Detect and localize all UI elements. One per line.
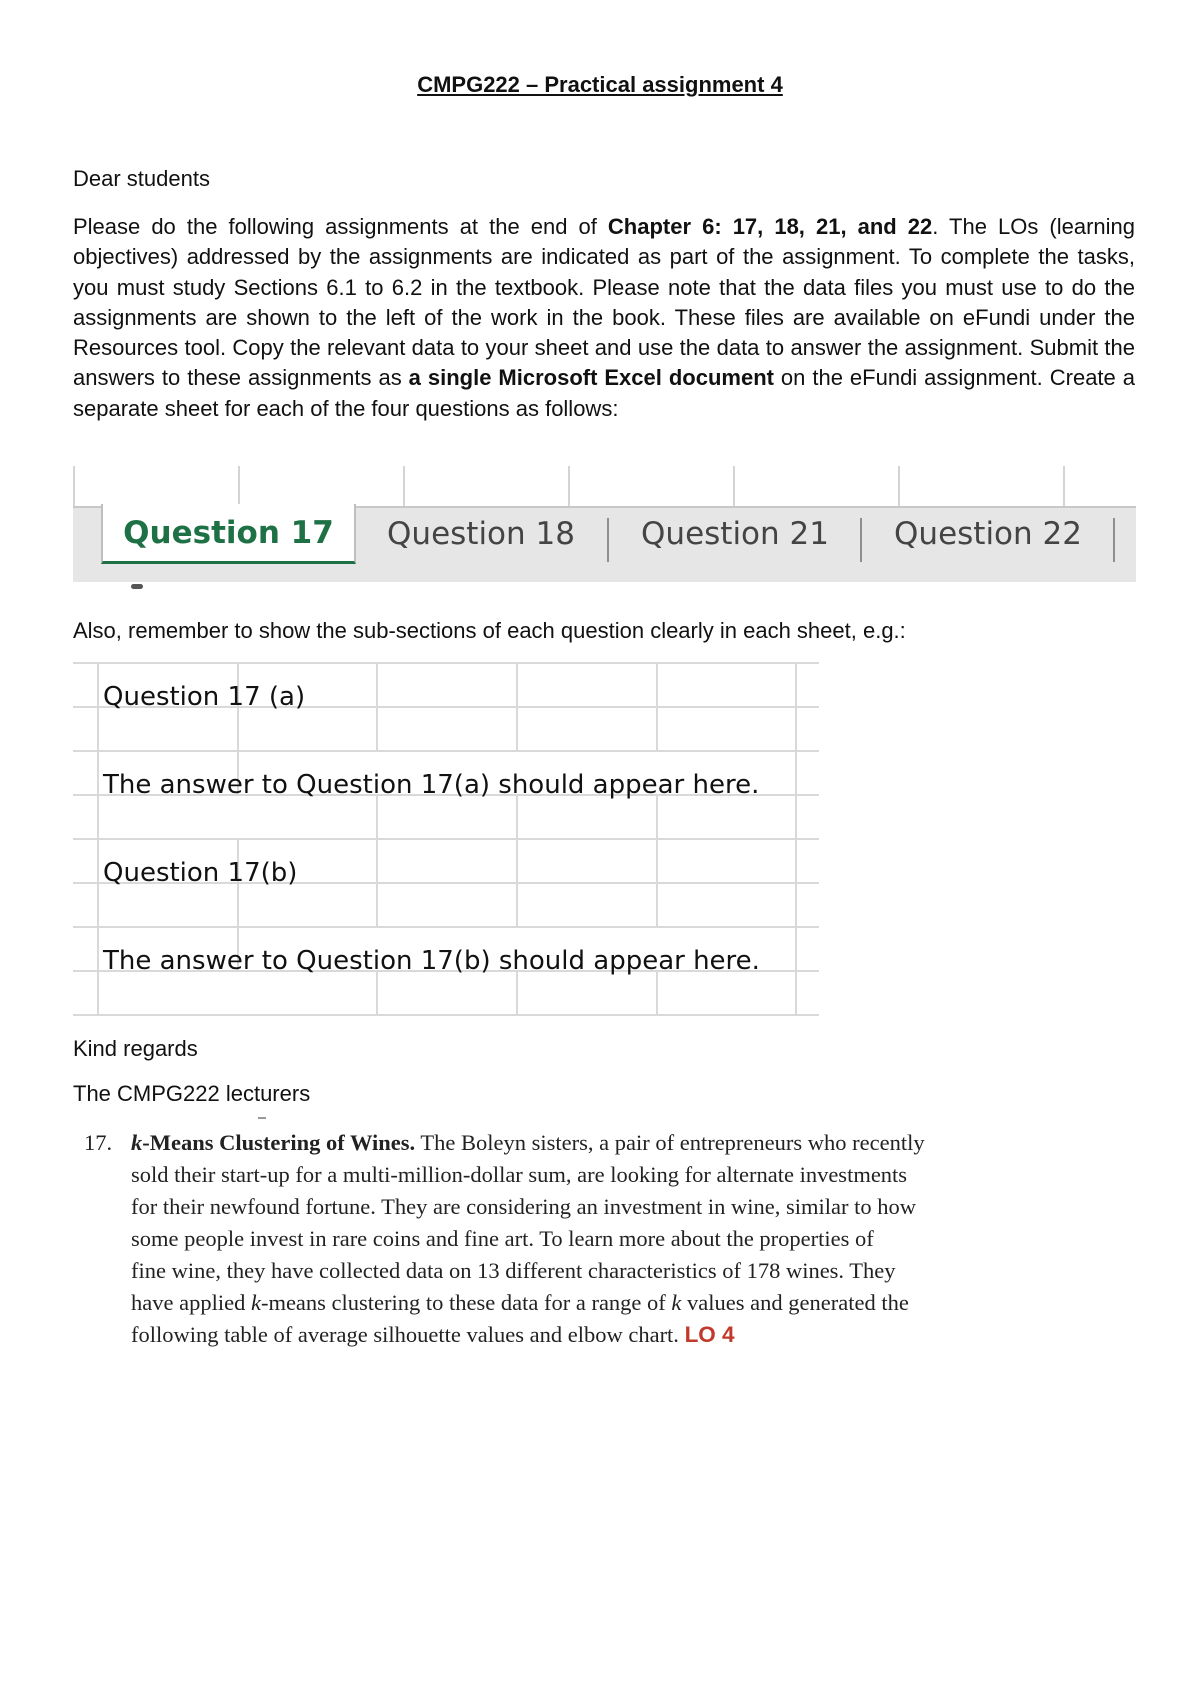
question-line-6-part: have applied xyxy=(131,1290,251,1315)
grid-line xyxy=(238,466,240,506)
k-symbol: k xyxy=(250,1290,261,1315)
grid-row xyxy=(73,466,1136,506)
column-line xyxy=(376,970,378,1016)
k-symbol: k xyxy=(671,1290,682,1315)
question-line-7-text: following table of average silhouette values and elbow chart. xyxy=(131,1322,685,1347)
question-line-6-part: values and generated the xyxy=(681,1290,909,1315)
chapter-reference: Chapter 6: 17, 18, 21, and 22 xyxy=(607,214,933,239)
submission-format: a single Microsoft Excel document xyxy=(408,365,774,391)
grid-line xyxy=(73,466,75,506)
grid-line xyxy=(403,466,405,506)
question-line-7 xyxy=(131,1319,1051,1351)
excel-grid-example xyxy=(73,662,819,1016)
cell-question-17b[interactable]: Question 17(b) xyxy=(103,858,298,888)
tab-separator xyxy=(1113,518,1115,562)
learning-objective-badge: LO 4 xyxy=(684,1322,735,1347)
question-line-5: fine wine, they have collected data on 13 different characteristics of 178 wines. They xyxy=(131,1258,896,1283)
question-body xyxy=(131,1127,1051,1351)
column-line xyxy=(516,662,518,750)
row-line xyxy=(73,750,819,752)
instructions-text-2: . The LOs (learning objectives) addressed by the assignments are indicated as part of the assignment. To complete the tasks, you must study Sections 6.1 to 6.2 in the textbook. Please note that the data files you must use to do the assignments are shown to the left of the work in the book. These files are available on eFundi under the Resources tool. Copy the relevant data to your sheet and use the data to answer the assignment. Submit the answers to these assignments as xyxy=(73,214,1135,391)
tab-question-21[interactable]: Question 21 xyxy=(641,516,829,552)
grid-line xyxy=(568,466,570,506)
grid-line xyxy=(733,466,735,506)
instructions-text-3: on the eFundi assignment. Create a separate sheet for each of the four questions as follows: xyxy=(73,365,1135,421)
row-line xyxy=(73,1014,819,1016)
tab-question-22[interactable]: Question 22 xyxy=(894,516,1082,552)
instructions-text-1: Please do the following assignments at the end of xyxy=(73,214,608,239)
page-title: CMPG222 – Practical assignment 4 xyxy=(417,72,783,97)
cell-question-17a[interactable]: Question 17 (a) xyxy=(103,682,306,712)
column-line xyxy=(376,794,378,926)
excel-sheet-tabs xyxy=(73,466,1136,594)
question-line-3: for their newfound fortune. They are considering an investment in wine, similar to how xyxy=(131,1194,917,1219)
cell-answer-17b[interactable]: The answer to Question 17(b) should appear here. xyxy=(103,946,760,976)
tab-question-18[interactable]: Question 18 xyxy=(387,516,575,552)
row-line xyxy=(73,838,819,840)
column-line xyxy=(795,662,797,1016)
row-line xyxy=(73,662,819,664)
question-lead xyxy=(131,1130,415,1155)
row-line xyxy=(73,926,819,928)
column-line xyxy=(237,1014,239,1016)
reminder-text: Also, remember to show the sub-sections of each question clearly in each sheet, e.g.: xyxy=(73,618,906,643)
scroll-marker xyxy=(131,584,143,589)
question-number: 17. xyxy=(84,1130,113,1155)
tab-question-17[interactable]: Question 17 xyxy=(101,504,356,564)
column-line xyxy=(516,970,518,1016)
closing-text: Kind regards xyxy=(73,1036,198,1061)
question-line-6-part: -means clustering to these data for a range of xyxy=(260,1290,672,1315)
column-line xyxy=(376,662,378,750)
signature-text: The CMPG222 lecturers xyxy=(73,1081,311,1106)
question-line-4: some people invest in rare coins and fine art. To learn more about the properties of xyxy=(131,1226,874,1251)
tab-separator xyxy=(860,518,862,562)
column-line xyxy=(656,662,658,750)
tab-separator xyxy=(607,518,609,562)
column-line xyxy=(656,970,658,1016)
grid-line xyxy=(898,466,900,506)
question-line-1: The Boleyn sisters, a pair of entrepreneurs who recently xyxy=(415,1130,925,1155)
question-line-2: sold their start-up for a multi-million-dollar sum, are looking for alternate investments xyxy=(131,1162,908,1187)
column-line xyxy=(516,794,518,926)
k-symbol: k xyxy=(131,1130,143,1155)
scan-mark xyxy=(258,1117,266,1119)
column-line xyxy=(97,662,99,1016)
question-line-6 xyxy=(131,1287,1051,1319)
question-lead-title: -Means Clustering of Wines. xyxy=(142,1130,416,1155)
greeting: Dear students xyxy=(73,166,210,191)
question-line xyxy=(131,1127,1051,1159)
grid-line xyxy=(1063,466,1065,506)
instructions-paragraph xyxy=(73,212,1135,424)
column-line xyxy=(656,794,658,926)
cell-answer-17a[interactable]: The answer to Question 17(a) should appear here. xyxy=(103,770,760,800)
